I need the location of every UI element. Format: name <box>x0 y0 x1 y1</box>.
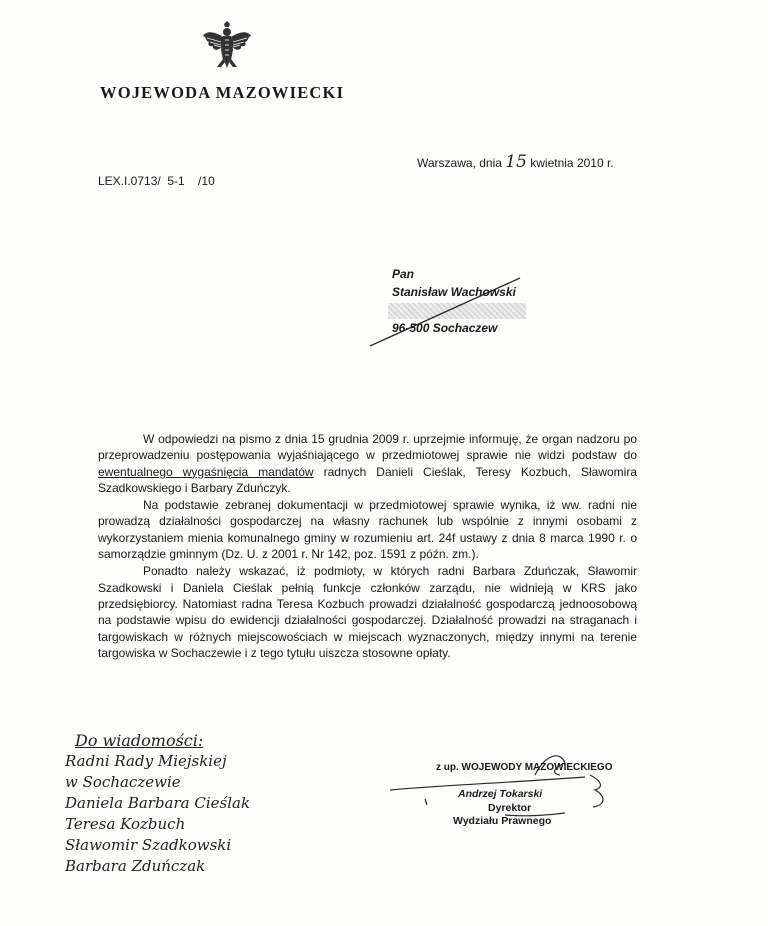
stamp-authority: z up. WOJEWODY MAZOWIECKIEGO <box>436 762 613 773</box>
distribution-line: Radni Rady Miejskiej <box>65 752 227 770</box>
addressee-salutation: Pan <box>392 267 415 281</box>
distribution-line: Sławomir Szadkowski <box>65 836 232 854</box>
paragraph-3: Ponadto należy wskazać, iż podmioty, w których radni Barbara Zduńczak, Sławomir Szadkowski i Daniela Cieślak pełnią funkcje członków zarządu, nie widnieją w KRS jako przedsiębiorcy. Natomiast radna Teresa Kozbuch prowadzi działalność gospodarczą jednoosobową na podstawie wpisu do ewidencji działalności gospodarczej. Działalność prowadzi na straganach i targowiskach w różnych miejscowościach w miejscach wyznaczonych, między innymi na terenie targowiska w Sochaczewie i z tego tytułu uiszcza stosowne opłaty. <box>98 564 637 660</box>
stamp-department: Wydziału Prawnego <box>453 815 552 827</box>
date-suffix: kwietnia 2010 r. <box>530 156 614 170</box>
date-line <box>417 152 614 172</box>
date-day-handwritten: 15 <box>505 152 527 172</box>
paragraph-1-end: radnych Danieli Cieślak, Teresy Kozbuch, Sławomira Szadkowskiego i Barbary Zduńczyk. <box>98 464 637 495</box>
handwritten-signature <box>385 745 615 825</box>
distribution-line: Daniela Barbara Cieślak <box>65 794 251 812</box>
distribution-line: Teresa Kozbuch <box>65 815 186 833</box>
underlined-phrase: ewentualnego wygaśnięcia mandatów <box>98 464 314 479</box>
stamp-name: Andrzej Tokarski <box>458 788 543 800</box>
distribution-line: Barbara Zduńczak <box>65 857 206 875</box>
distribution-line: w Sochaczewie <box>65 773 181 791</box>
addressee-name: Stanisław Wachowski <box>392 285 516 299</box>
paragraph-2: Na podstawie zebranej dokumentacji w przedmiotowej sprawie wynika, iż ww. radni nie prowadzą działalności gospodarczej na własny rachunek lub wspólnie z innymi osobami z wykorzystaniem mienia komunalnego gminy w rozumieniu art. 24f ustawy z dnia 8 marca 1990 r. o samorządzie gminnym (Dz. U. z 2001 r. Nr 142, poz. 1591 z późn. zm.). <box>98 498 637 562</box>
addressee-city: 96-500 Sochaczew <box>392 321 498 335</box>
address-strike-mark <box>360 270 530 350</box>
stamp-title: Dyrektor <box>488 802 532 814</box>
distribution-title: Do wiadomości: <box>75 731 204 750</box>
paragraph-1-start: W odpowiedzi na pismo z dnia 15 grudnia 2009 r. uprzejmie informuję, że organ nadzoru po przeprowadzeniu postępowania wyjaśniającego w przedmiotowej sprawie nie widzi podstaw do <box>98 432 637 463</box>
office-heading: WOJEWODA MAZOWIECKI <box>100 83 345 102</box>
letter-body <box>98 431 637 662</box>
polish-eagle-emblem-icon <box>201 20 253 72</box>
paragraph-1 <box>98 431 637 496</box>
reference-number: LEX.I.0713/ 5-1 /10 <box>98 174 215 188</box>
date-prefix: Warszawa, dnia <box>417 156 502 170</box>
distribution-list <box>65 730 315 877</box>
